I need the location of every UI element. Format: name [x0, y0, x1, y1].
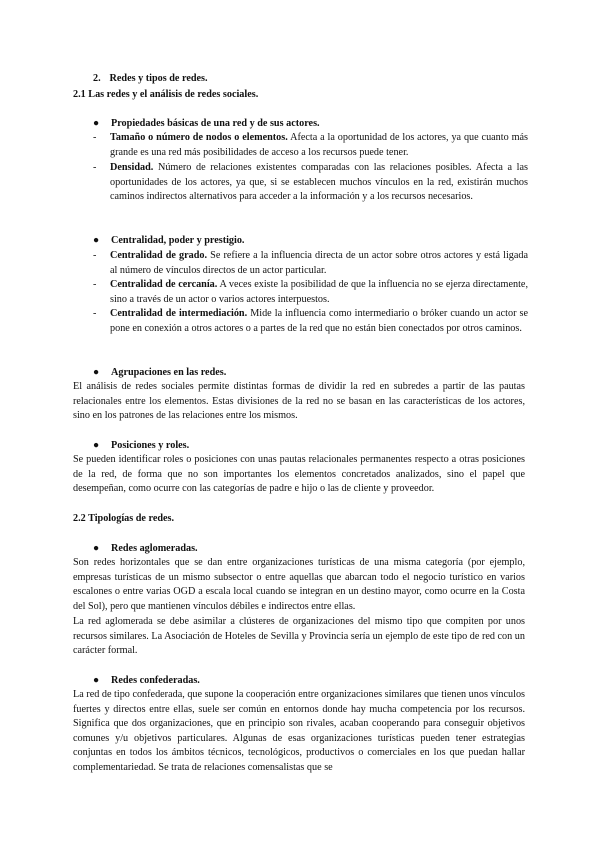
paragraph: El análisis de redes sociales permite distintas formas de dividir la red en subredes a partir de las pautas relacionales entre los elementos. Estas divisiones de la red no se basan en las características de los actores, sino en los patrones de las relaciones entre los mismos. [73, 381, 525, 422]
item-term: Centralidad de grado. [110, 250, 208, 261]
paragraph: Se pueden identificar roles o posiciones con unas pautas relacionales permanentes respecto a otras posiciones de la red, de forma que no son importantes los elementos concretados analizados, sino el papel que desempeñan, como ocurre con las categorías de padre e hijo o las de cliente y proveedor. [73, 454, 525, 495]
item-text: Número de relaciones existentes comparadas con las relaciones posibles. Afecta a las oportunidades de los actores, ya que, si se establecen muchos vínculos en la red, existirán muchos caminos indirectos alternativos para acceder a la información y a los recursos necesarios. [110, 162, 528, 203]
item-term: Tamaño o número de nodos o elementos. [110, 132, 288, 143]
bullet-icon: ● [93, 367, 100, 378]
subsection-heading: 2.2 Tipologías de redes. [73, 513, 175, 524]
paragraph: Son redes horizontales que se dan entre organizaciones turísticas de una misma categoría (por ejemplo, empresas turísticas de un mismo subsector o entre aquellas que abarcan todo el negocio turístico en varios escalones o entre varias OGD a escala local cuando se integran en un destino mayor, como ocurre en la Costa del Sol), pero que mantienen vínculos débiles e indirectos entre ellas. [73, 557, 525, 612]
dash-marker: - [93, 132, 97, 143]
bullet-heading [93, 366, 226, 381]
item-term: Centralidad de cercanía. [110, 279, 218, 290]
bullet-icon: ● [93, 440, 100, 451]
subsection-heading: 2.1 Las redes y el análisis de redes sociales. [73, 89, 259, 100]
bullet-title: Agrupaciones en las redes. [111, 367, 227, 378]
dash-marker: - [93, 250, 97, 261]
bullet-title: Redes aglomeradas. [111, 543, 198, 554]
item-term: Centralidad de intermediación. [110, 308, 248, 319]
bullet-title: Redes confederadas. [111, 675, 200, 686]
bullet-icon: ● [93, 118, 100, 129]
bullet-icon: ● [93, 675, 100, 686]
item-text: A veces existe la posibilidad de que la influencia no se ejerza directamente, sino a través de un actor o varios actores interpuestos. [110, 279, 528, 305]
dash-marker: - [93, 279, 97, 290]
dash-marker: - [93, 162, 97, 173]
section-title: Redes y tipos de redes. [109, 73, 208, 84]
paragraph: La red de tipo confederada, que supone la cooperación entre organizaciones similares que tienen unos vínculos fuertes y directos entre ellas, suele ser común en entornos donde hay mucha competencia por los recursos. Significa que dos organizaciones, que en principio son rivales, acaban cooperando para conseguir objetivos comunes y/u objetivos particulares. Algunas de esas organizaciones turísticas pueden tener estrategias conjuntas en todos los ámbitos técnicos, tecnológicos, productivos o comerciales en los que puedan hallar complementariedad. Se trata de relaciones comensalistas que se [73, 689, 525, 773]
item-text: Afecta a la oportunidad de los actores, ya que cuanto más grande es una red más posibilidades de acceso a los recursos puede tener. [110, 132, 528, 158]
bullet-title: Propiedades básicas de una red y de sus actores. [111, 118, 320, 129]
section-heading [93, 72, 208, 87]
item-term: Densidad. [110, 162, 154, 173]
dash-marker: - [93, 308, 97, 319]
section-number: 2. [93, 73, 101, 84]
bullet-title: Posiciones y roles. [111, 440, 190, 451]
item-text: Mide la influencia como intermediario o bróker cuando un actor se pone en conexión a otros actores o a partes de la red que no están bien conectados por otros caminos. [110, 308, 529, 334]
bullet-heading [93, 439, 189, 454]
bullet-heading [93, 542, 198, 557]
paragraph: La red aglomerada se debe asimilar a clústeres de organizaciones del mismo tipo que compiten por unos recursos similares. La Asociación de Hoteles de Sevilla y Provincia sería un ejemplo de este tipo de red con un carácter formal. [73, 616, 525, 657]
bullet-heading [93, 117, 320, 132]
bullet-icon: ● [93, 543, 100, 554]
bullet-title: Centralidad, poder y prestigio. [111, 235, 245, 246]
bullet-heading [93, 234, 244, 249]
bullet-heading [93, 674, 200, 689]
bullet-icon: ● [93, 235, 100, 246]
item-text: Se refiere a la influencia directa de un actor sobre otros actores y está ligada al número de vínculos directos de un actor particular. [110, 250, 528, 276]
